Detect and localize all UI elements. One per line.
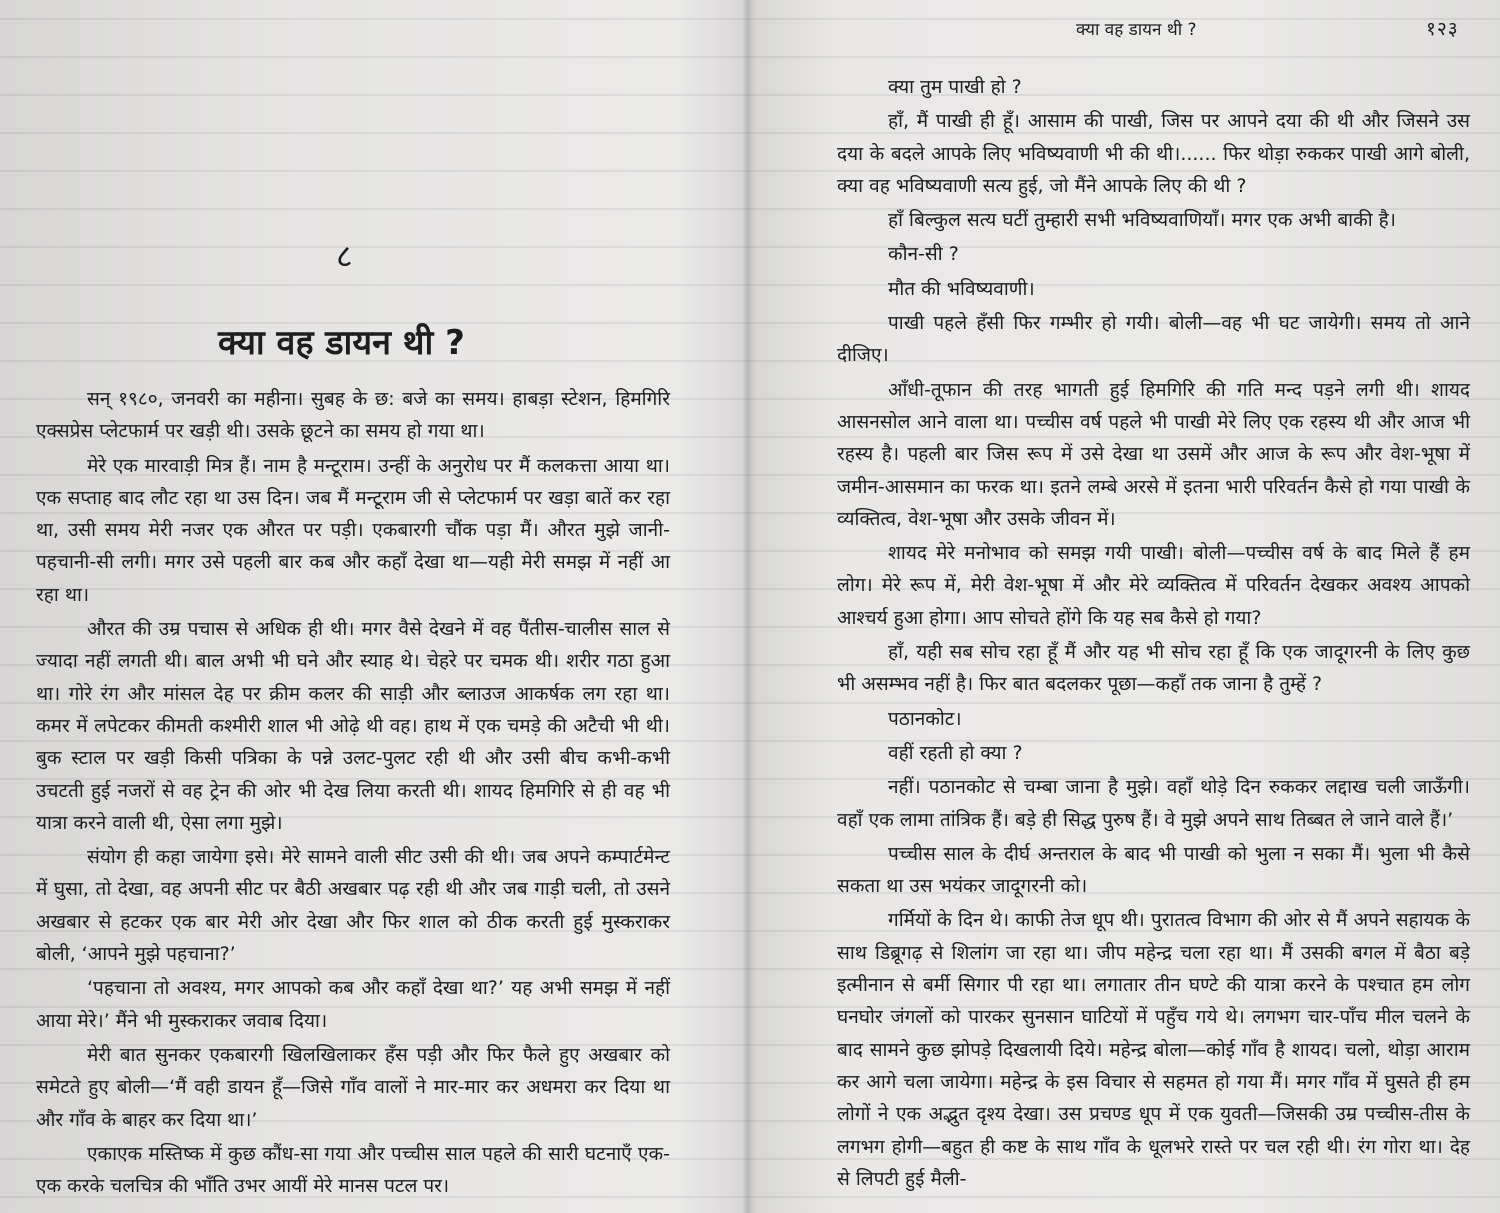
chapter-title: क्या वह डायन थी ? — [218, 322, 465, 363]
paragraph-5: मौत की भविष्यवाणी। — [888, 277, 1035, 300]
paragraph-10: पठानकोट। — [888, 707, 962, 730]
paragraph-1: सन् १९८०, जनवरी का महीना। सुबह के छ: बजे का समय। हाबड़ा स्टेशन, हिमगिरि एक्सप्रेस प्लेटफार्म पर खड़ी थी। उसके छूटने का समय हो गया था। — [36, 388, 670, 443]
page-number: १२३ — [1426, 18, 1459, 40]
left-page-body — [36, 383, 670, 1202]
paragraph-9: हाँ, यही सब सोच रहा हूँ मैं और यह भी सोच रहा हूँ कि एक जादूगरनी के लिए कुछ भी असम्भव नहीं है। फिर बात बदलकर पूछा—कहाँ तक जाना है तुम्हें ? — [837, 641, 1470, 696]
right-page — [752, 0, 1500, 1213]
paragraph-3: हाँ बिल्कुल सत्य घटीं तुम्हारी सभी भविष्यवाणियाँ। मगर एक अभी बाकी है। — [888, 209, 1396, 232]
paragraph-3: औरत की उम्र पचास से अधिक ही थी। मगर वैसे देखने में वह पैंतीस-चालीस साल से ज्यादा नहीं लगती थी। बाल अभी भी घने और स्याह थे। चेहरे पर चमक थी। शरीर गठा हुआ था। गोरे रंग और मांसल देह पर क्रीम कलर की साड़ी और ब्लाउज आकर्षक लग रहा था। कमर में लपेटकर कीमती कश्मीरी शाल भी ओढ़े थी वह। हाथ में एक चमड़े की अटैची भी थी। बुक स्टाल पर खड़ी किसी पत्रिका के पन्ने उलट-पुलट रही थी और उसी बीच कभी-कभी उचटती हुई नजरों से वह ट्रेन की ओर भी देख लिया करती थी। शायद हिमगिरि से ही वह भी यात्रा करने वाली थी, ऐसा लगा मुझे। — [36, 618, 670, 834]
paragraph-7: आँधी-तूफान की तरह भागती हुई हिमगिरि की गति मन्द पड़ने लगी थी। शायद आसनसोल आने वाला था। पच्चीस वर्ष पहले भी पाखी मेरे लिए एक रहस्य थी और आज भी रहस्य है। पहली बार जिस रूप में उसे देखा था उसमें और आज के रूप और वेश-भूषा में जमीन-आसमान का फरक था। इतने लम्बे अरसे में इतना भारी परिवर्तन कैसे हो गया पाखी के व्यक्तित्व, वेश-भूषा और उसके जीवन में। — [837, 378, 1470, 530]
paragraph-6: मेरी बात सुनकर एकबारगी खिलखिलाकर हँस पड़ी और फिर फैले हुए अखबार को समेटते हुए बोली—‘मैं वही डायन हूँ—जिसे गाँव वालों ने मार-मार कर अधमरा कर दिया था और गाँव के बाहर कर दिया था।’ — [36, 1043, 670, 1131]
paragraph-11: वहीं रहती हो क्या ? — [888, 741, 1023, 764]
paragraph-4: संयोग ही कहा जायेगा इसे। मेरे सामने वाली सीट उसी की थी। जब अपने कम्पार्टमेन्ट में घुसा, तो देखा, वह अपनी सीट पर बैठी अखबार पढ़ रही थी और जब गाड़ी चली, तो उसने अखबार से हटकर एक बार मेरी ओर देखा और फिर शाल को ठीक करती हुई मुस्कराकर बोली, ‘आपने मुझे पहचाना?’ — [36, 846, 670, 966]
paragraph-1: क्या तुम पाखी हो ? — [888, 76, 1022, 98]
paragraph-5: ‘पहचाना तो अवश्य, मगर आपको कब और कहाँ देखा था?’ यह अभी समझ में नहीं आया मेरे।’ मैंने भी मुस्कराकर जवाब दिया। — [36, 977, 670, 1032]
right-page-body — [837, 71, 1470, 1195]
paragraph-6: पाखी पहले हँसी फिर गम्भीर हो गयी। बोली—वह भी घट जायेगी। समय तो आने दीजिए। — [837, 312, 1470, 367]
paragraph-8: शायद मेरे मनोभाव को समझ गयी पाखी। बोली—पच्चीस वर्ष के बाद मिले हैं हम लोग। मेरे रूप में, मेरी वेश-भूषा में और मेरे व्यक्तित्व में परिवर्तन देखकर अवश्य आपको आश्चर्य हुआ होगा। आप सोचते होंगे कि यह सब कैसे हो गया? — [837, 542, 1470, 629]
paragraph-2: हाँ, मैं पाखी ही हूँ। आसाम की पाखी, जिस पर आपने दया की थी और जिसने उस दया के बदले आपके लिए भविष्यवाणी भी की थी।...... फिर थोड़ा रुककर पाखी आगे बोली, क्या वह भविष्यवाणी सत्य हुई, जो मैंने आपके लिए की थी ? — [837, 110, 1470, 197]
left-page — [0, 0, 742, 1213]
running-head: क्या वह डायन थी ? — [1076, 20, 1197, 40]
paragraph-2: मेरे एक मारवाड़ी मित्र हैं। नाम है मन्टूराम। उन्हीं के अनुरोध पर मैं कलकत्ता आया था। एक सप्ताह बाद लौट रहा था उस दिन। जब मैं मन्टूराम जी से प्लेटफार्म पर खड़ा बातें कर रहा था, उसी समय मेरी नजर एक औरत पर पड़ी। एकबारगी चौंक पड़ा मैं। औरत मुझे जानी-पहचानी-सी लगी। मगर उसे पहली बार कब और कहाँ देखा था—यही मेरी समझ में नहीं आ रहा था। — [36, 454, 670, 606]
paragraph-14: गर्मियों के दिन थे। काफी तेज धूप थी। पुरातत्व विभाग की ओर से मैं अपने सहायक के साथ डिब्रूगढ़ से शिलांग जा रहा था। जीप महेन्द्र चला रहा था। मैं उसकी बगल में बैठा बड़े इत्मीनान से बर्मी सिगार पी रहा था। लगातार तीन घण्टे की यात्रा करने के पश्चात हम लोग घनघोर जंगलों को पारकर सुनसान घाटियों में पहुँच गये थे। लगभग चार-पाँच मील चलने के बाद सामने कुछ झोपड़े दिखलायी दिये। महेन्द्र बोला—कोई गाँव है शायद। चलो, थोड़ा आराम कर आगे चला जायेगा। महेन्द्र के इस विचार से सहमत हो गया मैं। मगर गाँव में घुसते ही हम लोगों ने एक अद्भुत दृश्य देखा। उस प्रचण्ड धूप में एक युवती—जिसकी उम्र पच्चीस-तीस के लगभग होगी—बहुत ही कष्ट के साथ गाँव के धूलभरे रास्ते पर चल रही थी। रंग गोरा था। देह से लिपटी हुई मैली- — [837, 909, 1470, 1190]
paragraph-13: पच्चीस साल के दीर्घ अन्तराल के बाद भी पाखी को भुला न सका मैं। भुला भी कैसे सकता था उस भयंकर जादूगरनी को। — [837, 842, 1470, 898]
chapter-number: ८ — [336, 237, 354, 275]
book-gutter — [742, 0, 752, 1213]
paragraph-12: नहीं। पठानकोट से चम्बा जाना है मुझे। वहाँ थोड़े दिन रुककर लद्दाख चली जाऊँगी। वहाँ एक लामा तांत्रिक हैं। बड़े ही सिद्ध पुरुष हैं। वे मुझे अपने साथ तिब्बत ले जाने वाले हैं।’ — [837, 776, 1470, 831]
paragraph-7: एकाएक मस्तिष्क में कुछ कौंध-सा गया और पच्चीस साल पहले की सारी घटनाएँ एक-एक करके चलचित्र की भाँति उभर आयीं मेरे मानस पटल पर। — [36, 1142, 670, 1198]
paragraph-4: कौन-सी ? — [888, 243, 959, 266]
